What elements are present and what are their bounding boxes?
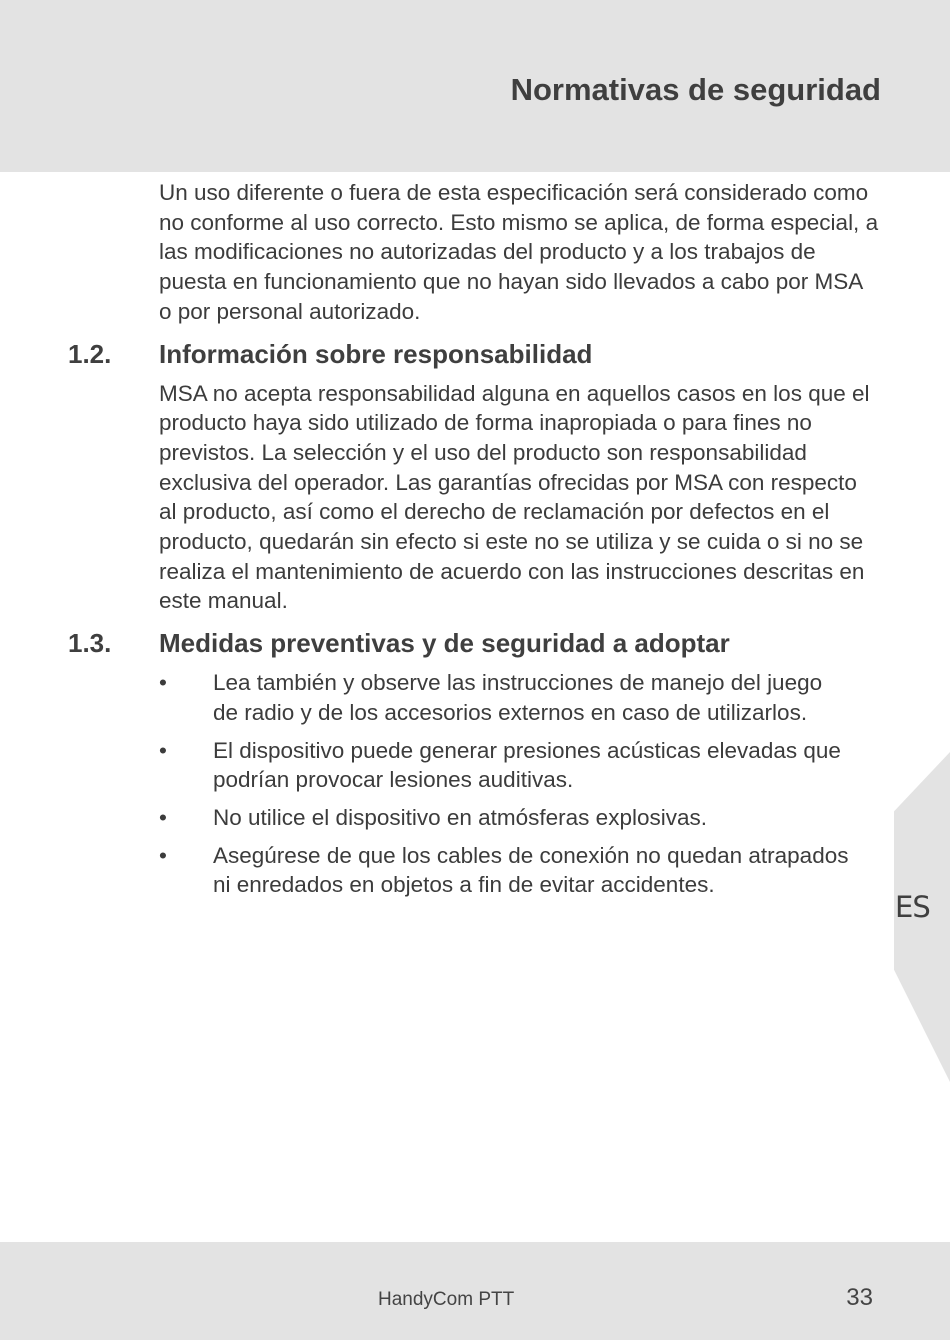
bullet-icon: •: [159, 670, 167, 696]
list-item-text: Asegúrese de que los cables de conexión no quedan atrapados ni enredados en objetos a fin de evitar accidentes.: [213, 842, 849, 898]
section-number: 1.3.: [68, 628, 112, 659]
language-tab-label: ES: [895, 890, 930, 924]
intro-paragraph: Un uso diferente o fuera de esta especificación será considerado como no conforme al uso correcto. Esto mismo se aplica, de forma especial, a las modificaciones no autorizadas del producto y a los trabajos de puesta en funcionamiento que no hayan sido llevados a cabo por MSA o por personal autorizado.: [159, 180, 879, 324]
list-item-text: No utilice el dispositivo en atmósferas explosivas.: [213, 804, 707, 830]
section-title: Medidas preventivas y de seguridad a adoptar: [159, 628, 730, 659]
list-item: [0, 841, 950, 900]
bullet-icon: •: [159, 737, 167, 763]
header-band: [0, 0, 950, 172]
section-number: 1.2.: [68, 338, 112, 369]
list-item: [0, 668, 950, 727]
list-item: [0, 736, 950, 795]
section-heading-1-2: [0, 339, 950, 373]
liability-paragraph: MSA no acepta responsabilidad alguna en aquellos casos en los que el producto haya sido utilizado de forma inapropiada o para fines no previstos. La selección y el uso del producto son responsabilidad exclusiva del operador. Las garantías ofrecidas por MSA con respecto al producto, así como el derecho de reclamación por defectos en el producto, quedarán sin efecto si este no se utiliza y se cuida o si no se realiza el mantenimiento de acuerdo con las instrucciones descritas en este manual.: [159, 380, 870, 614]
page-header-title: Normativas de seguridad: [510, 72, 881, 107]
footer-product-name: HandyCom PTT: [378, 1289, 515, 1310]
section-title: Información sobre responsabilidad: [159, 338, 593, 369]
bullet-icon: •: [159, 842, 167, 868]
list-item: [0, 803, 950, 833]
page-content: [0, 178, 950, 908]
bullet-icon: •: [159, 804, 167, 830]
list-item-text: El dispositivo puede generar presiones acústicas elevadas que podrían provocar lesiones auditivas.: [213, 737, 841, 793]
page-number: 33: [846, 1284, 873, 1311]
section-heading-1-3: [0, 628, 950, 662]
list-item-text: Lea también y observe las instrucciones de manejo del juego de radio y de los accesorios externos en caso de utilizarlos.: [213, 670, 823, 725]
safety-bullet-list: [0, 668, 950, 900]
